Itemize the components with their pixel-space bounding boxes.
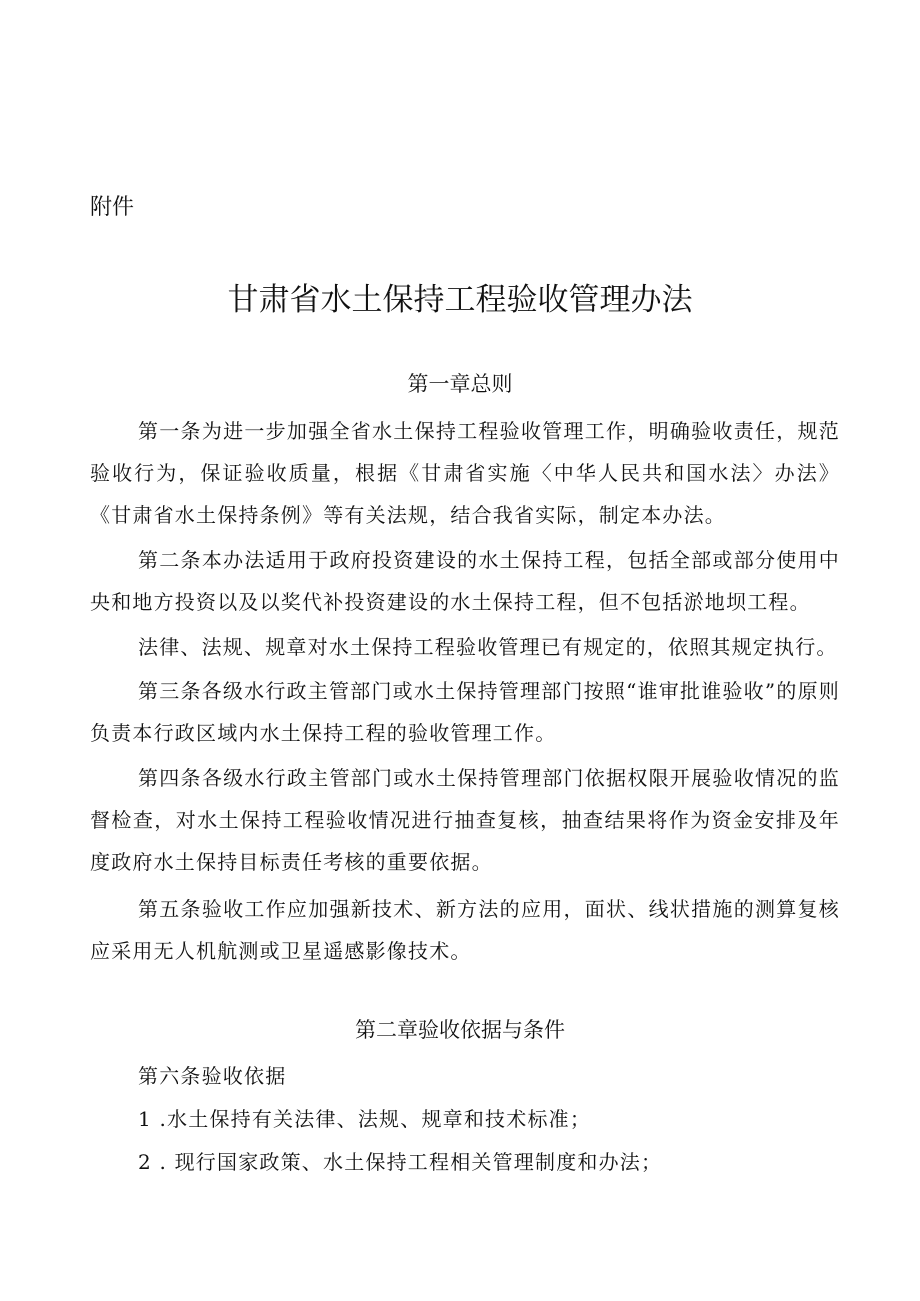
document-title: 甘肃省水土保持工程验收管理办法 — [227, 282, 693, 318]
chapter-heading: 第二章验收依据与条件 — [355, 1018, 565, 1042]
article-paragraph: 第一条为进一步加强全省水土保持工程验收管理工作，明确验收责任，规范验收行为，保证验收质量，根据《甘肃省实施〈中华人民共和国水法〉办法》《甘肃省水土保持条例》等有关法规，结合我省实际，制定本办法。 — [90, 419, 840, 527]
article-paragraph: 第三条各级水行政主管部门或水土保持管理部门按照“谁审批谁验收”的原则负责本行政区域内水土保持工程的验收管理工作。 — [90, 679, 840, 745]
article-paragraph: 第二条本办法适用于政府投资建设的水土保持工程，包括全部或部分使用中央和地方投资以及以奖代补投资建设的水土保持工程，但不包括淤地坝工程。 — [90, 548, 840, 614]
list-item: 2 . 现行国家政策、水土保持工程相关管理制度和办法； — [138, 1150, 663, 1174]
article-heading: 第六条验收依据 — [138, 1064, 287, 1088]
article-paragraph: 第五条验收工作应加强新技术、新方法的应用，面状、线状措施的测算复核应采用无人机航测或卫星遥感影像技术。 — [90, 897, 840, 963]
article-paragraph: 法律、法规、规章对水土保持工程验收管理已有规定的，依照其规定执行。 — [138, 635, 838, 659]
attachment-label: 附件 — [90, 195, 135, 220]
chapter-heading: 第一章总则 — [407, 372, 513, 396]
article-paragraph: 第四条各级水行政主管部门或水土保持管理部门依据权限开展验收情况的监督检查，对水土保持工程验收情况进行抽查复核，抽查结果将作为资金安排及年度政府水土保持目标责任考核的重要依据。 — [90, 766, 840, 874]
list-item: 1 .水土保持有关法律、法规、规章和技术标准； — [138, 1107, 592, 1131]
